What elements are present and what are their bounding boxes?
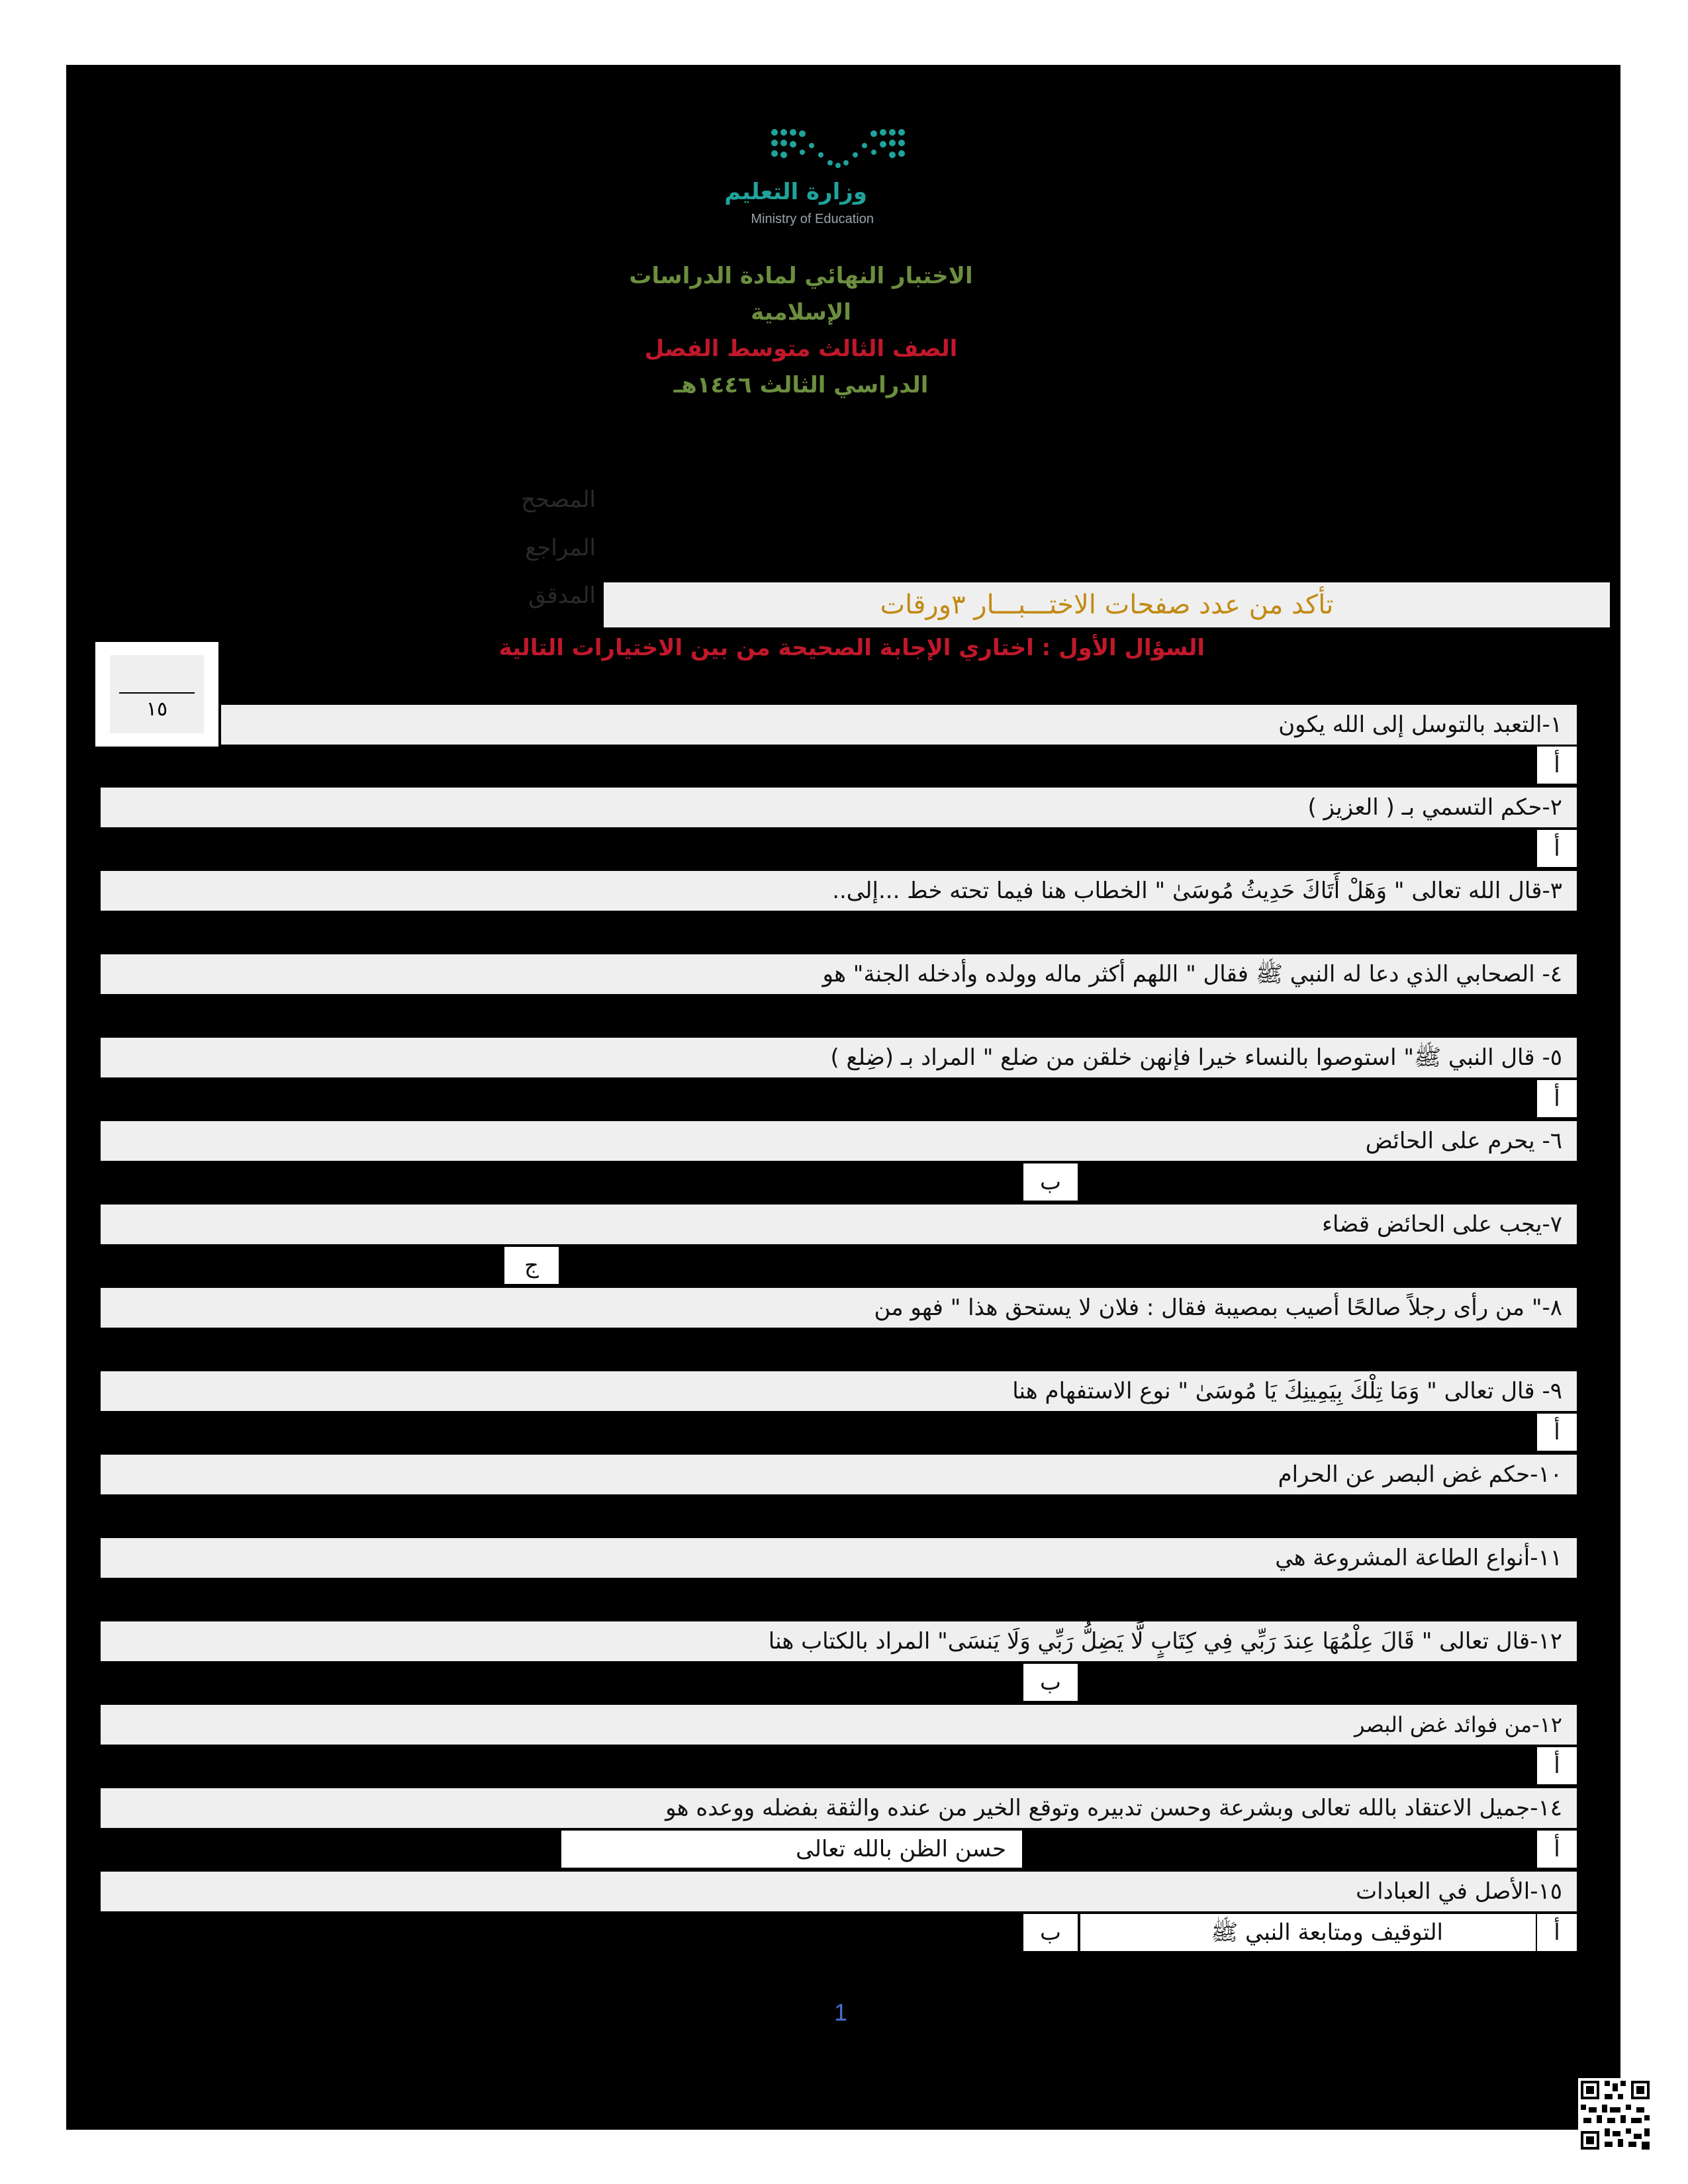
score-box (95, 642, 218, 747)
question-7: ٧-يجب على الحائض قضاء (101, 1205, 1577, 1244)
ministry-logo-arabic: وزارة التعليم (724, 179, 867, 205)
question-heading: السؤال الأول : اختاري الإجابة الصحيحة من بين الاختيارات التالية (498, 635, 1205, 661)
option-q14-a[interactable]: أ (1537, 1831, 1577, 1868)
option-q12-b[interactable]: ب (1023, 1664, 1078, 1701)
question-4: ٤- الصحابي الذي دعا له النبي ﷺ فقال " اللهم أكثر ماله وولده وأدخله الجنة" هو (101, 954, 1577, 994)
auditor-label: المدقق (528, 582, 596, 609)
option-q15-a[interactable]: أ (1537, 1914, 1577, 1951)
question-10: ١٠-حكم غض البصر عن الحرام (101, 1455, 1577, 1494)
option-q14-answer[interactable]: حسن الظن بالله تعالى (561, 1831, 1022, 1868)
option-q6-b[interactable]: ب (1023, 1163, 1078, 1201)
question-2: ٢-حكم التسمي بـ ( العزيز ) (101, 788, 1577, 827)
question-3: ٣-قال الله تعالى " وَهَلْ أَتَاكَ حَدِيثُ مُوسَىٰ " الخطاب هنا فيما تحته خط ...إلى.. (101, 871, 1577, 911)
question-6: ٦- يحرم على الحائض (101, 1121, 1577, 1161)
question-8: ٨-" من رأى رجلاً صالحًا أصيب بمصيبة فقال : فلان لا يستحق هذا " فهو من (101, 1288, 1577, 1328)
question-13: ١٢-من فوائد غض البصر (101, 1705, 1577, 1745)
question-1: ١-التعبد بالتوسل إلى الله يكون (221, 705, 1577, 745)
option-q9-a[interactable]: أ (1537, 1414, 1577, 1451)
ministry-logo-english: Ministry of Education (751, 212, 874, 226)
option-q2-a[interactable]: أ (1537, 830, 1577, 867)
exam-title-line2: الإسلامية (751, 299, 851, 326)
reviewer-label: المراجع (525, 535, 596, 561)
option-q1-a[interactable]: أ (1537, 747, 1577, 784)
option-q15-b[interactable]: ب (1023, 1914, 1078, 1951)
question-9: ٩- قال تعالى " وَمَا تِلْكَ بِيَمِينِكَ يَا مُوسَىٰ " نوع الاستفهام هنا (101, 1371, 1577, 1411)
page-count-notice: تأكد من عدد صفحات الاختـــبـــار ٣ورقات (604, 582, 1610, 627)
ministry-logo (688, 126, 914, 232)
exam-title-line3: الصف الثالث متوسط الفصل (644, 336, 958, 362)
question-12: ١٢-قال تعالى " قَالَ عِلْمُهَا عِندَ رَبِّي فِي كِتَابٍ لَّا يَضِلُّ رَبِّي وَلَا يَنسَى" المراد بالكتاب هنا (101, 1621, 1577, 1661)
question-5: ٥- قال النبي ﷺ" استوصوا بالنساء خيرا فإنهن خلقن من ضلع " المراد بـ (ضِلع ) (101, 1038, 1577, 1077)
score-divider (119, 692, 195, 694)
qr-code-icon (1578, 2078, 1652, 2152)
question-11: ١١-أنواع الطاعة المشروعة هي (101, 1538, 1577, 1578)
option-q7-c[interactable]: ج (504, 1247, 559, 1284)
ministry-logo-dots-icon (768, 126, 914, 172)
question-14: ١٤-جميل الاعتقاد بالله تعالى وبشرعة وحسن تدبيره وتوقع الخير من عنده والثقة بفضله ووعده هو (101, 1788, 1577, 1828)
score-total: ١٥ (146, 698, 168, 721)
question-15: ١٥-الأصل في العبادات (101, 1872, 1577, 1911)
option-q13-a[interactable]: أ (1537, 1747, 1577, 1784)
option-q15-answer[interactable]: التوقيف ومتابعة النبي ﷺ (1080, 1914, 1536, 1951)
option-q5-a[interactable]: أ (1537, 1080, 1577, 1117)
page-number: 1 (833, 1999, 848, 2026)
exam-title-line1: الاختبار النهائي لمادة الدراسات (629, 263, 973, 289)
score-box-inner (110, 655, 204, 733)
exam-title-line4: الدراسي الثالث ١٤٤٦هـ (673, 372, 929, 398)
corrector-label: المصحح (521, 486, 596, 513)
